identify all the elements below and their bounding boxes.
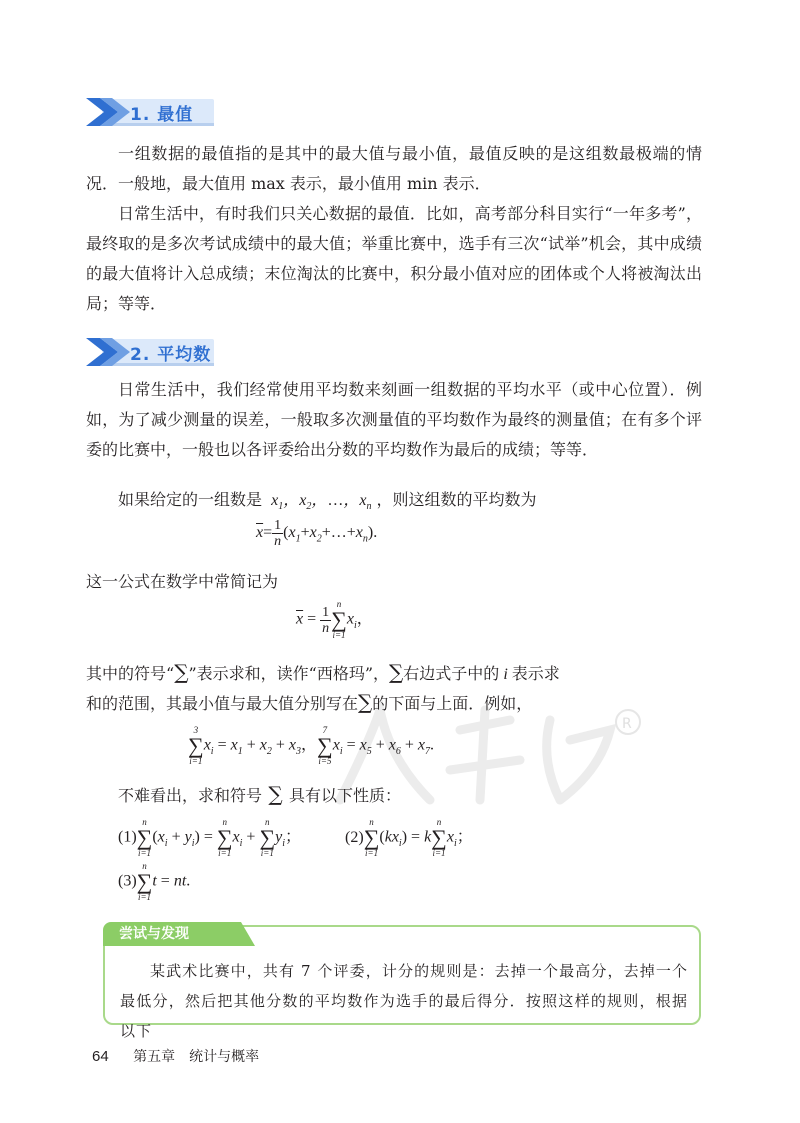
sequence-math: $x_1$，$x_2$，…，$x_n$	[267, 492, 372, 513]
sigma-example-formula: 3 ∑ i=1 $x_i = x_1 + x_2 + x_3$， 7 ∑ i=5 $x_i = x_5 + x_6 + x_7$.	[188, 725, 435, 766]
section1-body	[86, 139, 702, 319]
sigma-explain-line: 其中的符号“∑”表示求和，读作“西格玛”，∑右边式子中的 i 表示求	[86, 660, 560, 684]
page-footer	[92, 1046, 259, 1066]
sigma-symbol: ∑	[174, 660, 189, 684]
try-discover-tab: 尝试与发现	[103, 922, 241, 946]
try-discover-text	[120, 956, 688, 1046]
property-3: (3) n ∑ i=1 t = nt.	[118, 861, 191, 902]
sigma-symbol: ∑	[358, 690, 373, 714]
paragraph: 日常生活中，有时我们只关心数据的最值．比如，高考部分科目实行“一年多考”，最终取的是多次考试成绩中的最大值；举重比赛中，选手有三次“试举”机会，其中成绩的最大值将计入总成绩；末位淘汰的比赛中，积分最小值对应的团体或个人将被淘汰出局；等等．	[86, 204, 702, 313]
section-title: 2. 平均数	[130, 345, 212, 365]
given-line: 如果给定的一组数是 $x_1$，$x_2$，…，$x_n$ ，则这组数的平均数为	[118, 490, 537, 513]
sigma-mean-formula: $\overline{x}$ = $\frac{1}{n}$ n ∑ i=1 $x_i$，	[296, 599, 373, 640]
paragraph: 日常生活中，我们经常使用平均数来刻画一组数据的平均水平（或中心位置）．例如，为了减少测量的误差，一般取多次测量值的平均数作为最终的测量值；在有多个评委的比赛中，一般也以各评委给出分数的平均数作为最后的成绩；等等．	[86, 380, 702, 459]
property-1-2: (1) n ∑ i=1 $(x_i + y_i)$ = n ∑ i=1 $x_i$ + n ∑ i=1 $y_i$； (2) n ∑ i=1 $(kx_i) = k$ n ∑ i=1 $x_i$；	[118, 817, 473, 858]
section-header-extremes	[86, 96, 216, 128]
chapter-title: 第五章 统计与概率	[133, 1049, 260, 1065]
page-number: 64	[92, 1048, 109, 1065]
section2-body	[86, 375, 702, 465]
svg-text:R: R	[622, 716, 632, 732]
properties-intro: 不难看出，求和符号 ∑ 具有以下性质：	[118, 782, 402, 806]
sigma-symbol: ∑	[262, 782, 290, 806]
sigma-range-line: 和的范围，其最小值与最大值分别写在∑的下面与上面．例如，	[86, 690, 533, 714]
paragraph: 一组数据的最值指的是其中的最大值与最小值，最值反映的是这组数最极端的情况．一般地，最大值用 max 表示，最小值用 min 表示．	[86, 144, 702, 193]
section-header-mean	[86, 336, 216, 368]
section-title: 1. 最值	[130, 105, 194, 125]
sigma-symbol: ∑	[389, 660, 404, 684]
mean-formula: $\overline{x}=$ $\frac{1}{n}$ $(x_1+x_2+\dots+x_n)$.	[256, 518, 378, 549]
abbrev-line: 这一公式在数学中常简记为	[86, 572, 279, 591]
paragraph: 某武术比赛中，共有 7 个评委，计分的规则是：去掉一个最高分，去掉一个最低分，然后把其他分数的平均数作为选手的最后得分．按照这样的规则，根据以下	[120, 962, 688, 1040]
